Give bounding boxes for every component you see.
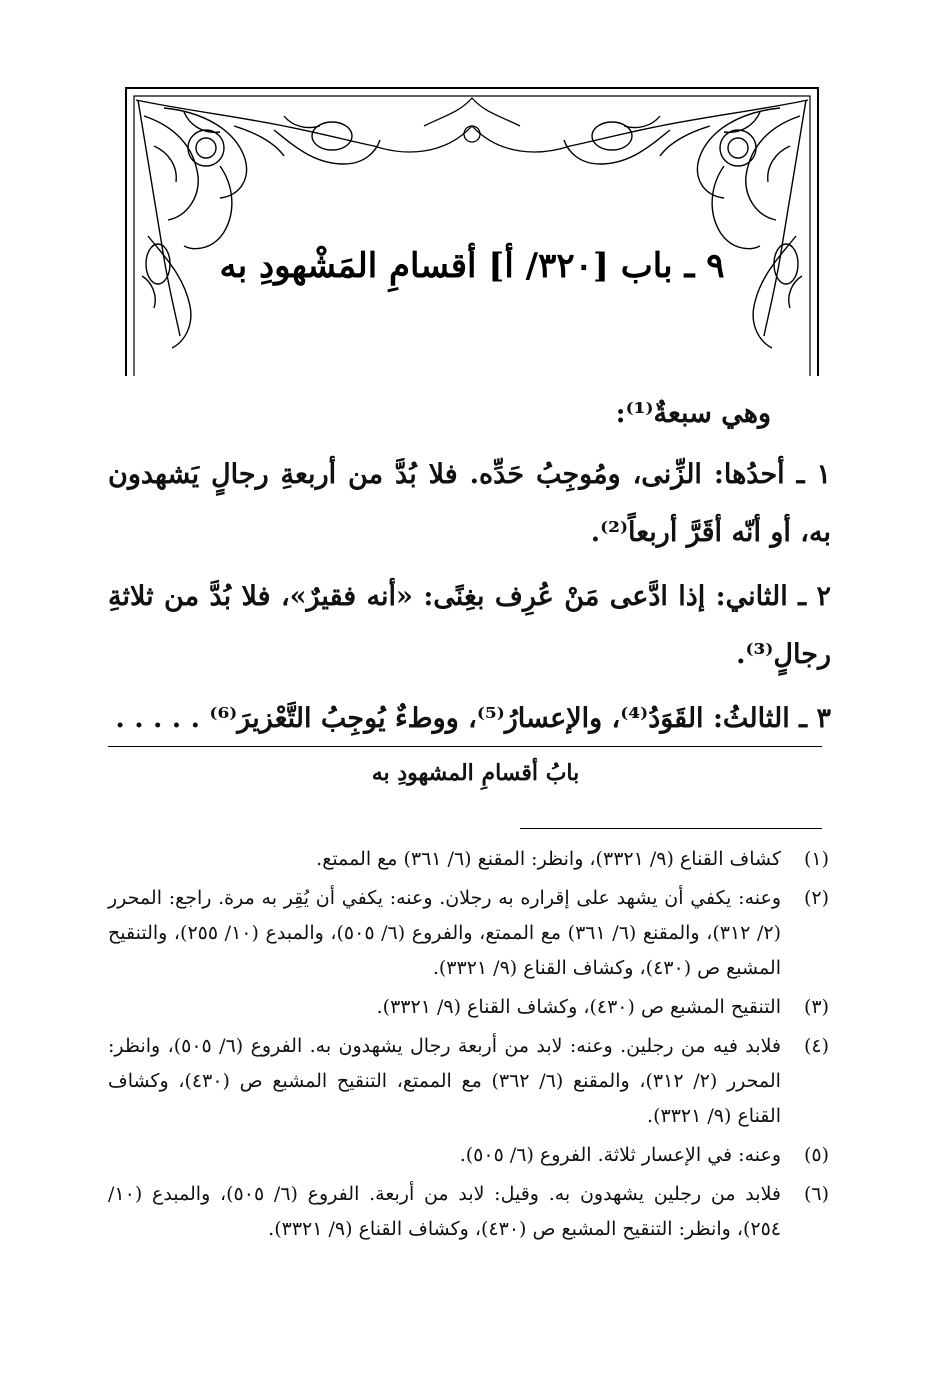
section-title: بابُ أقسامِ المشهودِ به [371, 760, 580, 786]
footnote-number: (٥) [803, 1144, 829, 1166]
footnote-text: كشاف القناع (٩/ ٣٣٢١)، وانظر: المقنع (٦/ ٣٦١) مع الممتع. [316, 848, 781, 870]
footnote-number: (٢) [803, 887, 829, 909]
footnote-number: (٣) [803, 996, 829, 1018]
intro-line: وهي سبعةٌ⁽¹⁾: [615, 398, 771, 429]
list-item: ٣ ـ الثالثُ: القَوَدُ⁽⁴⁾، والإعسارُ⁽⁵⁾، ووطءٌ يُوجِبُ التَّعْزيرَ⁽⁶⁾ . . . . . [115, 703, 831, 734]
footnote-text: فلابد فيه من رجلين. وعنه: لابد من أربعة رجال يشهدون به. الفروع (٦/ ٥٠٥)، وانظر: المحرر (٢/ ٣١٢)، والمقنع (٦/ ٣٦٢) مع الممتع، التنقيح المشبع ص (٤٣٠)، وكشاف القناع (٩/ ٣٣٢١). [108, 1035, 781, 1127]
footnote-divider [520, 828, 822, 829]
footnote-text: وعنه: في الإعسار ثلاثة. الفروع (٦/ ٥٠٥). [459, 1144, 781, 1166]
footnote [108, 1138, 829, 1173]
footnote [108, 842, 829, 877]
footnote-number: (٤) [803, 1035, 829, 1057]
footnotes [108, 842, 829, 1251]
footnote [108, 881, 829, 986]
footnote-number: (١) [803, 848, 829, 870]
footnote [108, 1029, 829, 1134]
footnote-text: التنقيح المشبع ص (٤٣٠)، وكشاف القناع (٩/ ٣٣٢١). [376, 996, 781, 1018]
footnote-text: وعنه: يكفي أن يشهد على إقراره به رجلان. وعنه: يكفي أن يُقِر به مرة. راجع: المحرر (٢/ ٣١٢)، والمقنع (٦/ ٣٦١) مع الممتع، والفروع (٦/ ٥٠٥)، والمبدع (١٠/ ٢٥٥)، والتنقيح المشبع ص (٤٣٠)، وكشاف القناع (٩/ ٣٣٢١). [108, 887, 782, 979]
footnote-text: فلابد من رجلين يشهدون به. وقيل: لابد من أربعة. الفروع (٦/ ٥٠٥)، والمبدع (١٠/ ٢٥٤)، وانظر: التنقيح المشبع ص (٤٣٠)، وكشاف القناع (٩/ ٣٣٢١). [108, 1183, 781, 1240]
main-text [108, 388, 831, 748]
list-item: ٢ ـ الثاني: إذا ادَّعى مَنْ عُرِف بغِنًى: «أنه فقيرٌ»، فلا بُدَّ من ثلاثةِ رجالٍ⁽³⁾. [108, 581, 831, 670]
footnote [108, 990, 829, 1025]
main-divider [108, 746, 822, 747]
ornamental-header-frame [124, 86, 820, 376]
footnote [108, 1177, 829, 1247]
chapter-title: ٩ ـ باب [٣٢٠/ أ] أقسامِ المَشْهودِ به [219, 246, 725, 286]
footnote-number: (٦) [803, 1183, 829, 1205]
list-item: ١ ـ أحدُها: الزِّنى، ومُوجِبُ حَدِّه. فلا بُدَّ من أربعةِ رجالٍ يَشهدون به، أو أنّه أقَرَّ أربعاً⁽²⁾. [108, 459, 831, 548]
arabesque-ornament-icon [124, 86, 820, 376]
